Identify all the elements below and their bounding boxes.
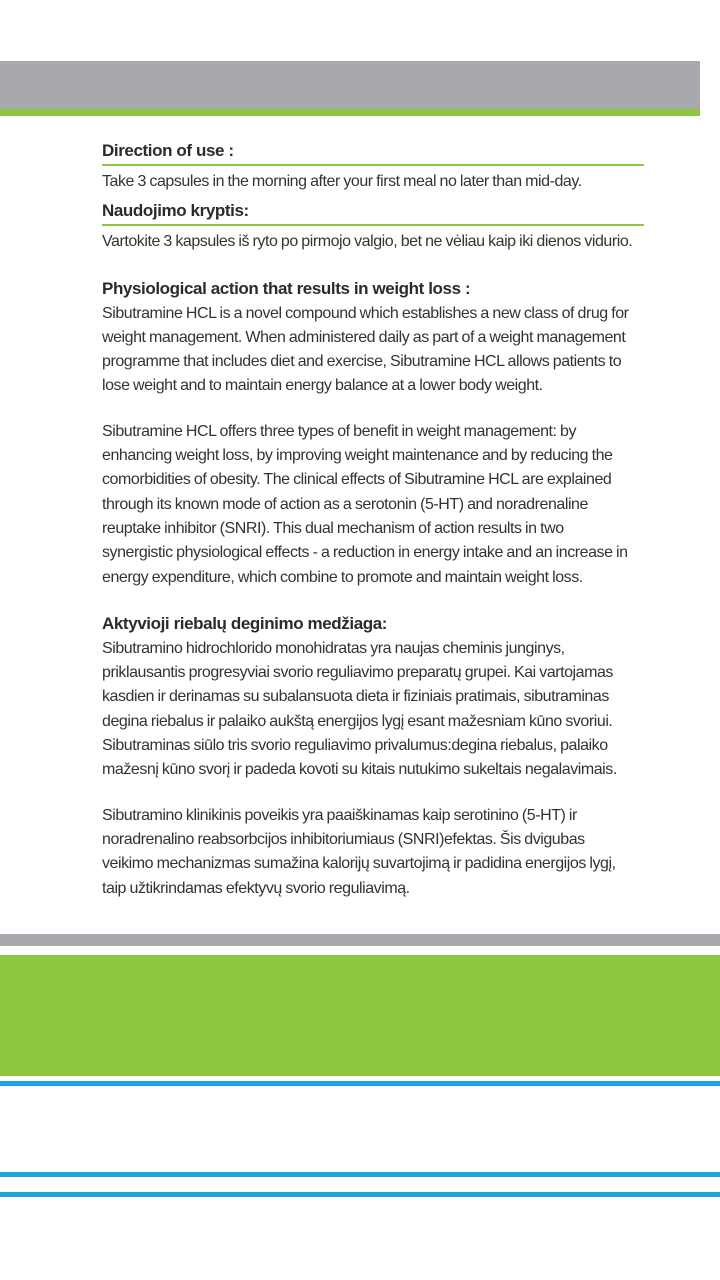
blue-stripe-bottom bbox=[0, 1192, 720, 1197]
text-line: weight management. When administered daily as part of a weight management bbox=[102, 328, 626, 346]
top-green-stripe bbox=[0, 109, 700, 116]
bottom-green-block bbox=[0, 955, 720, 1076]
text-line: Sibutramino hidrochlorido monohidratas yra naujas cheminis junginys, bbox=[102, 639, 565, 657]
text-line: programme that includes diet and exercise, Sibutramine HCL allows patients to bbox=[102, 353, 622, 371]
text-line: lose weight and to maintain energy balance at a lower body weight. bbox=[102, 377, 543, 395]
physio-para-lt-1 bbox=[102, 637, 650, 783]
text-line: taip užtikrindamas efektyvų svorio reguliavimą. bbox=[102, 879, 410, 897]
text-line: comorbidities of obesity. The clinical effects of Sibutramine HCL are explained bbox=[102, 471, 612, 489]
text-line: Sibutramino klinikinis poveikis yra paaiškinamas kaip serotinino (5-HT) ir bbox=[102, 806, 577, 824]
text-line: synergistic physiological effects - a reduction in energy intake and an increase in bbox=[102, 544, 628, 562]
text-line: Sibutramine HCL offers three types of benefit in weight management: by bbox=[102, 422, 577, 440]
top-gray-band bbox=[0, 61, 700, 109]
bottom-gray-band bbox=[0, 934, 720, 946]
text-line: reuptake inhibitor (SNRI). This dual mechanism of action results in two bbox=[102, 519, 564, 537]
blue-stripe-middle bbox=[0, 1172, 720, 1177]
text-line: noradrenalino reabsorbcijos inhibitoriumiaus (SNRI)efektas. Šis dvigubas bbox=[102, 830, 585, 848]
document-content bbox=[102, 138, 650, 901]
physio-heading-en: Physiological action that results in weight loss : bbox=[102, 278, 471, 298]
text-line: Sibutramine HCL is a novel compound which establishes a new class of drug for bbox=[102, 304, 629, 322]
text-line: kasdien ir derinamas su subalansuota dieta ir fiziniais pratimais, sibutraminas bbox=[102, 688, 609, 706]
text-line: energy expenditure, which combine to promote and maintain weight loss. bbox=[102, 568, 583, 586]
physio-para-en-2 bbox=[102, 420, 650, 590]
text-line: veikimo mechanizmas sumažina kalorijų suvartojimą ir padidina energijos lygį, bbox=[102, 855, 616, 873]
direction-heading-en: Direction of use : bbox=[102, 138, 644, 166]
text-line: mažesnį kūno svorį ir padeda kovoti su kitais nutukimo sukeltais negalavimais. bbox=[102, 761, 617, 779]
text-line: Sibutraminas siūlo tris svorio reguliavimo privalumus:degina riebalus, palaiko bbox=[102, 737, 608, 755]
direction-text-en: Take 3 capsules in the morning after your first meal no later than mid-day. bbox=[102, 173, 582, 190]
text-line: through its known mode of action as a serotonin (5-HT) and noradrenaline bbox=[102, 495, 588, 513]
direction-heading-lt: Naudojimo kryptis: bbox=[102, 198, 644, 226]
direction-text-lt: Vartokite 3 kapsules iš ryto po pirmojo valgio, bet ne vėliau kaip iki dienos vidurio. bbox=[102, 233, 633, 251]
physio-heading-lt: Aktyvioji riebalų deginimo medžiaga: bbox=[102, 613, 388, 633]
physio-para-en-1 bbox=[102, 302, 650, 399]
text-line: priklausantis progresyviai svorio reguliavimo preparatų grupei. Kai vartojamas bbox=[102, 664, 613, 682]
text-line: degina riebalus ir palaiko aukštą energijos lygį esant mažesniam kūno svoriui. bbox=[102, 712, 613, 730]
physio-para-lt-2 bbox=[102, 804, 650, 901]
text-line: enhancing weight loss, by improving weight maintenance and by reducing the bbox=[102, 447, 613, 465]
blue-stripe-top bbox=[0, 1081, 720, 1086]
